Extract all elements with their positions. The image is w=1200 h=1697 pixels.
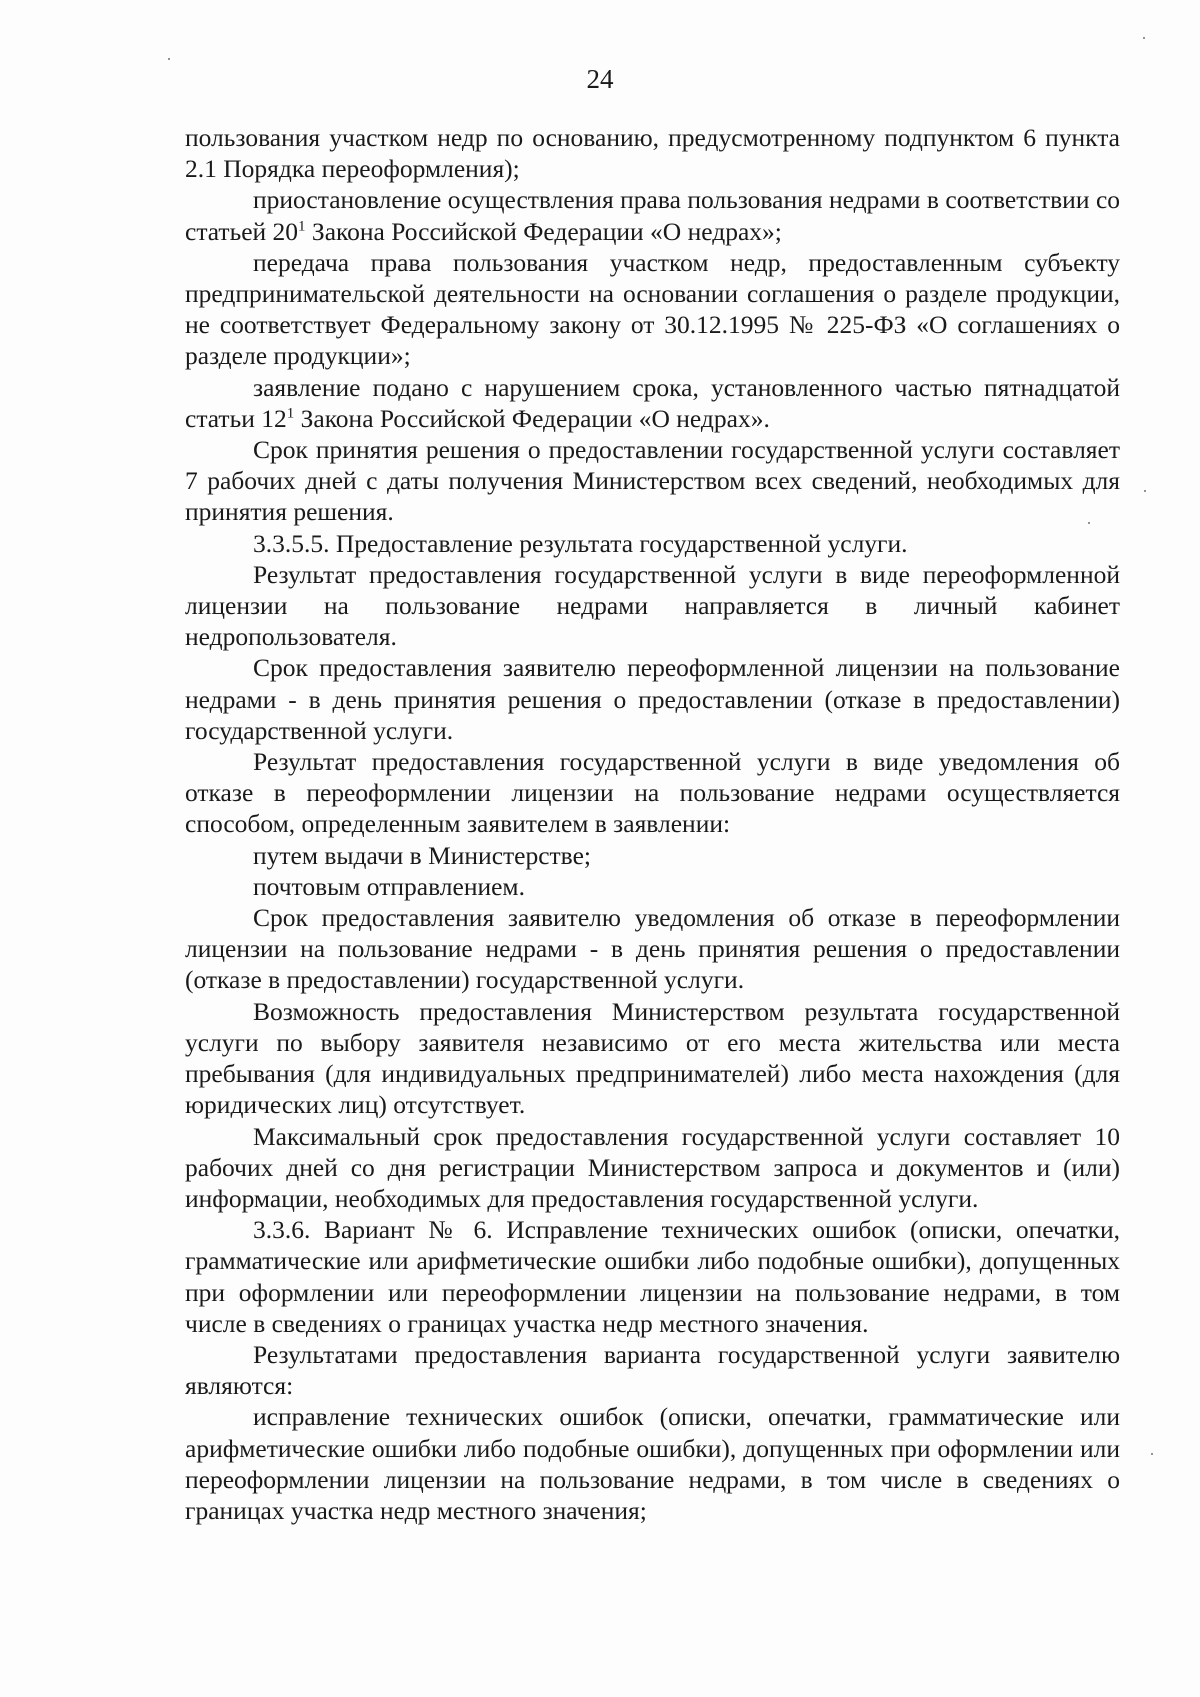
paragraph-text: приостановление осуществления права пользования недрами в — [253, 185, 939, 215]
paragraph: Максимальный срок предоставления государственной услуги составляет 10 рабочих дней со дня регистрации Министерством запроса и документов и (или) информации, необходимых для предоставления государственной услуги. — [185, 1121, 1120, 1213]
paragraph — [185, 184, 1120, 246]
paragraph-text: заявление подано с нарушением срока, установленного частью пятнадцатой статьи 12 — [185, 372, 1120, 433]
document-body — [185, 122, 1120, 1526]
page-number: 24 — [586, 64, 614, 94]
paragraph-text: Закона Российской Федерации «О недрах»; — [311, 216, 782, 246]
superscript: 1 — [286, 405, 295, 422]
paragraph: передача права пользования участком недр, предоставленным субъекту предпринимательской деятельности на основании соглашения о разделе продукции, не соответствует Федеральному закону от 30.12.1995 № 225-ФЗ «О соглашениях о разделе продукции»; — [185, 247, 1120, 371]
scan-speck — [1144, 490, 1146, 492]
paragraph — [185, 372, 1120, 434]
superscript: 1 — [298, 218, 306, 235]
paragraph: Срок принятия решения о предоставлении государственной услуги составляет 7 рабочих дней с даты получения Министерством всех сведений, необходимых для принятия решения. — [185, 435, 1120, 527]
paragraph: Срок предоставления заявителю переоформленной лицензии на пользование недрами - в день принятия решения о предоставлении (отказе в предоставлении) государственной услуги. — [185, 653, 1120, 745]
scan-speck — [1088, 522, 1090, 524]
scan-speck — [168, 58, 170, 60]
paragraph: 3.3.5.5. Предоставление результата государственной услуги. — [253, 528, 908, 558]
paragraph: Срок предоставления заявителю уведомления об отказе в переоформлении лицензии на пользование недрами - в день принятия решения о предоставлении (отказе в предоставлении) государственной услуги. — [185, 903, 1120, 995]
paragraph: Возможность предоставления Министерством результата государственной услуги по выбору заявителя независимо от его места жительства или места пребывания (для индивидуальных предпринимателей) либо места нахождения (для юридических лиц) отсутствует. — [185, 996, 1120, 1120]
paragraph: 3.3.6. Вариант № 6. Исправление технических ошибок (описки, опечатки, грамматические или арифметические ошибки либо подобные ошибки), допущенных при оформлении или переоформлении лицензии на пользование недрами, в том числе в сведениях о границах участка недр местного значения. — [185, 1215, 1120, 1338]
paragraph: пользования участком недр по основанию, предусмотренному подпунктом 6 пункта 2.1 Порядка переоформления); — [185, 123, 1120, 184]
paragraph-text: Закона Российской Федерации «О недрах». — [300, 403, 770, 433]
list-item: путем выдачи в Министерстве; — [253, 840, 591, 870]
paragraph-text: соответствии со статьей 20 — [185, 185, 1121, 246]
scan-speck — [1143, 37, 1145, 39]
paragraph: исправление технических ошибок (описки, опечатки, грамматические или арифметические ошибки либо подобные ошибки), допущенных при оформлении или переоформлении лицензии на пользование недрами, в том числе в сведениях о границах участка недр местного значения; — [185, 1402, 1120, 1525]
paragraph: Результат предоставления государственной услуги в виде переоформленной лицензии на пользование недрами направляется в личный кабинет недропользователя. — [185, 559, 1120, 652]
paragraph: Результатами предоставления варианта государственной услуги заявителю являются: — [185, 1339, 1120, 1401]
list-item: почтовым отправлением. — [253, 871, 525, 901]
scan-speck — [1151, 1453, 1153, 1455]
paragraph: Результат предоставления государственной услуги в виде уведомления об отказе в переоформлении лицензии на пользование недрами осуществляется способом, определенным заявителем в заявлении: — [185, 747, 1120, 839]
